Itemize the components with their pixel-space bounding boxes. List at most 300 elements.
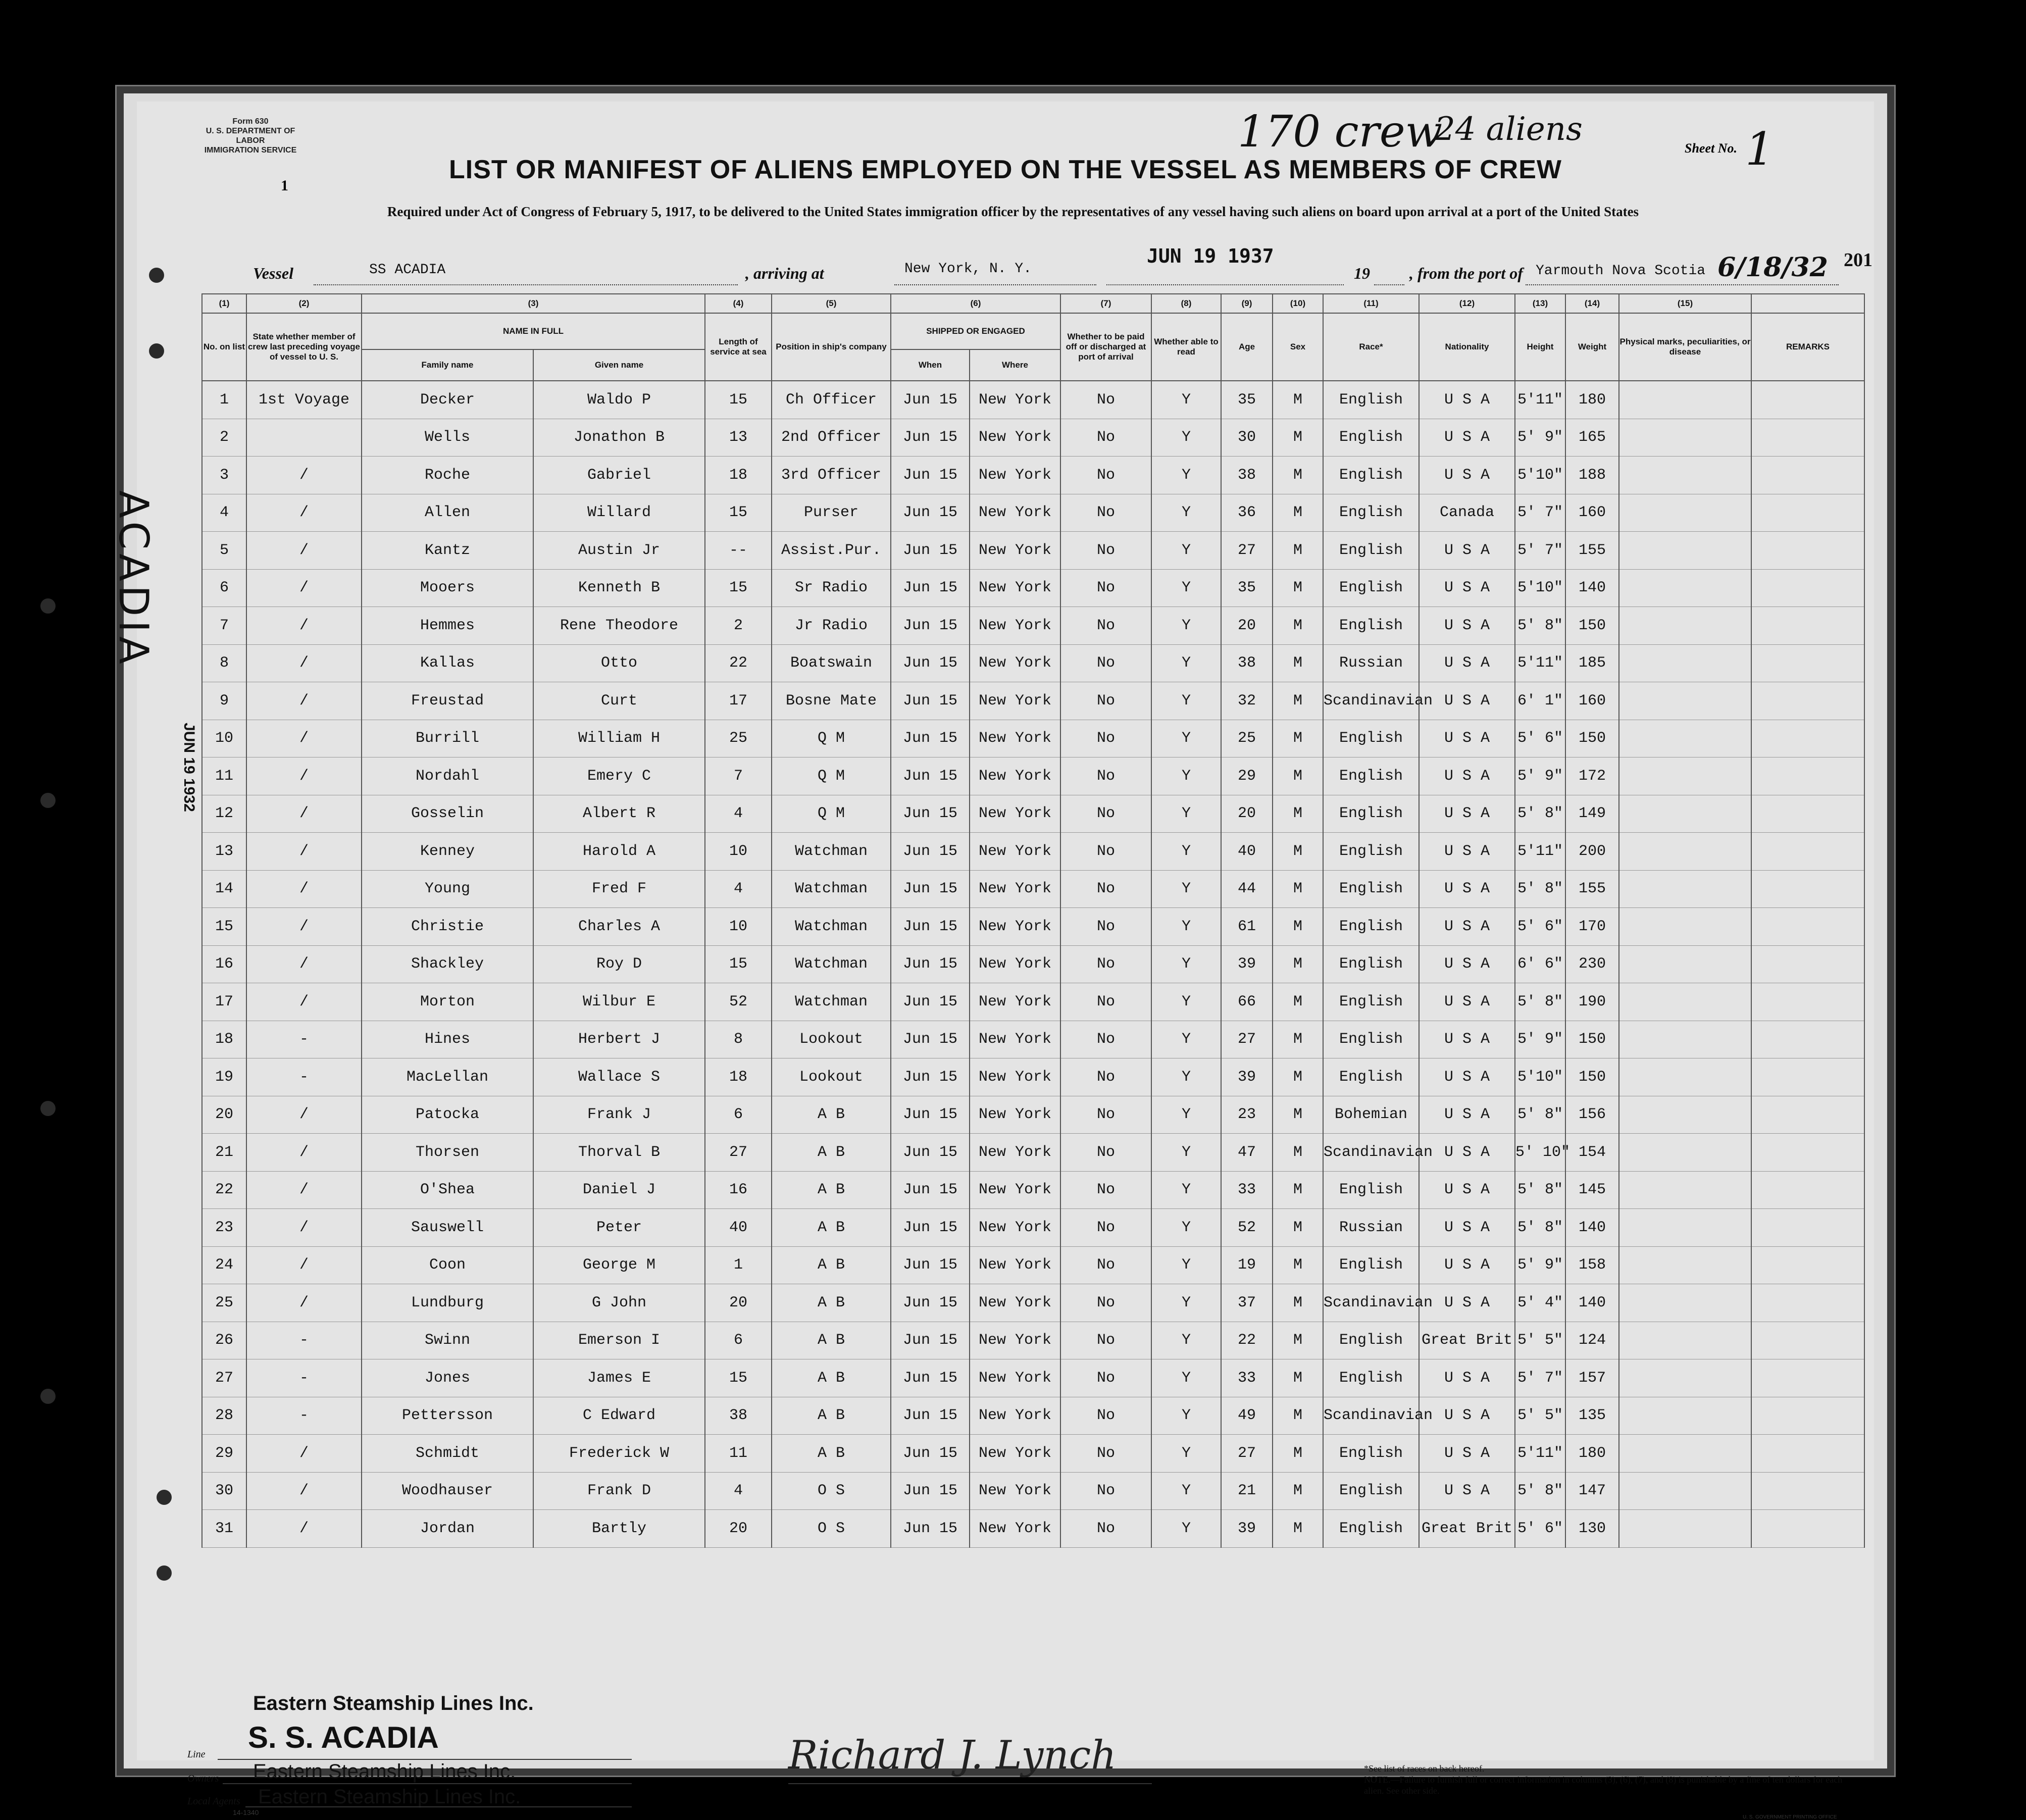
from-port-underline bbox=[1526, 283, 1839, 285]
physical-marks-cell bbox=[1619, 457, 1751, 494]
race-cell: English bbox=[1323, 1359, 1419, 1397]
weight-cell: 154 bbox=[1565, 1134, 1619, 1172]
position-cell: Watchman bbox=[772, 870, 891, 908]
position-cell: A B bbox=[772, 1397, 891, 1435]
length-of-service-cell: 20 bbox=[705, 1284, 772, 1322]
length-of-service-cell: 20 bbox=[705, 1510, 772, 1548]
position-cell: Ch Officer bbox=[772, 381, 891, 419]
crew-state-cell: / bbox=[246, 1510, 362, 1548]
paid-off-cell: No bbox=[1060, 1058, 1151, 1096]
family-name-cell: Coon bbox=[362, 1246, 533, 1284]
shipped-where-cell: New York bbox=[970, 1058, 1060, 1096]
age-cell: 27 bbox=[1221, 1435, 1273, 1473]
shipped-where-cell: New York bbox=[970, 644, 1060, 682]
position-cell: Jr Radio bbox=[772, 607, 891, 645]
sex-cell: M bbox=[1273, 1472, 1323, 1510]
crew-state-cell: / bbox=[246, 1246, 362, 1284]
paid-off-cell: No bbox=[1060, 1134, 1151, 1172]
length-of-service-cell: 4 bbox=[705, 1472, 772, 1510]
given-name-cell: Peter bbox=[533, 1209, 705, 1247]
height-cell: 5'11" bbox=[1515, 833, 1565, 871]
binder-hole-1 bbox=[149, 268, 164, 283]
length-of-service-cell: 13 bbox=[705, 419, 772, 457]
length-of-service-cell: -- bbox=[705, 532, 772, 570]
given-name-cell: Roy D bbox=[533, 945, 705, 983]
col-num-10: (10) bbox=[1273, 294, 1323, 313]
crew-state-cell: / bbox=[246, 1209, 362, 1247]
sex-cell: M bbox=[1273, 1322, 1323, 1359]
position-cell: Boatswain bbox=[772, 644, 891, 682]
weight-cell: 165 bbox=[1565, 419, 1619, 457]
race-cell: English bbox=[1323, 1246, 1419, 1284]
header-paid: Whether to be paid off or discharged at port of arrival bbox=[1060, 313, 1151, 381]
shipped-where-cell: New York bbox=[970, 757, 1060, 795]
race-cell: English bbox=[1323, 1021, 1419, 1058]
able-to-read-cell: Y bbox=[1151, 1021, 1221, 1058]
remarks-cell bbox=[1751, 870, 1864, 908]
family-name-cell: Kantz bbox=[362, 532, 533, 570]
paid-off-cell: No bbox=[1060, 532, 1151, 570]
weight-cell: 145 bbox=[1565, 1171, 1619, 1209]
table-row bbox=[202, 569, 1864, 607]
col-num-6: (6) bbox=[891, 294, 1060, 313]
sex-cell: M bbox=[1273, 795, 1323, 833]
family-name-cell: Hemmes bbox=[362, 607, 533, 645]
nationality-cell: U S A bbox=[1419, 983, 1515, 1021]
age-cell: 33 bbox=[1221, 1171, 1273, 1209]
family-name-cell: Nordahl bbox=[362, 757, 533, 795]
shipped-where-cell: New York bbox=[970, 833, 1060, 871]
length-of-service-cell: 17 bbox=[705, 682, 772, 720]
nationality-cell: U S A bbox=[1419, 419, 1515, 457]
able-to-read-cell: Y bbox=[1151, 1134, 1221, 1172]
age-cell: 39 bbox=[1221, 1510, 1273, 1548]
length-of-service-cell: 8 bbox=[705, 1021, 772, 1058]
sheet-number-label: Sheet No. bbox=[1685, 141, 1737, 156]
position-cell: Bosne Mate bbox=[772, 682, 891, 720]
able-to-read-cell: Y bbox=[1151, 1510, 1221, 1548]
table-row bbox=[202, 1397, 1864, 1435]
table-row bbox=[202, 419, 1864, 457]
header-nationality: Nationality bbox=[1419, 313, 1515, 381]
family-name-cell: Sauswell bbox=[362, 1209, 533, 1247]
height-cell: 5' 5" bbox=[1515, 1397, 1565, 1435]
sex-cell: M bbox=[1273, 607, 1323, 645]
remarks-cell bbox=[1751, 1284, 1864, 1322]
weight-cell: 172 bbox=[1565, 757, 1619, 795]
crew-state-cell: / bbox=[246, 720, 362, 757]
shipped-where-cell: New York bbox=[970, 795, 1060, 833]
nationality-cell: U S A bbox=[1419, 1359, 1515, 1397]
binder-hole-5 bbox=[40, 1101, 56, 1116]
weight-cell: 158 bbox=[1565, 1246, 1619, 1284]
paid-off-cell: No bbox=[1060, 870, 1151, 908]
col-num-12: (12) bbox=[1419, 294, 1515, 313]
sex-cell: M bbox=[1273, 532, 1323, 570]
nationality-cell: U S A bbox=[1419, 1058, 1515, 1096]
age-cell: 19 bbox=[1221, 1246, 1273, 1284]
paid-off-cell: No bbox=[1060, 1021, 1151, 1058]
shipped-when-cell: Jun 15 bbox=[891, 1096, 970, 1134]
header-name-in-full: NAME IN FULL bbox=[362, 313, 705, 349]
race-cell: English bbox=[1323, 607, 1419, 645]
remarks-cell bbox=[1751, 1058, 1864, 1096]
manifest-sheet bbox=[110, 85, 1896, 1820]
age-cell: 39 bbox=[1221, 1058, 1273, 1096]
row-number-cell: 20 bbox=[202, 1096, 246, 1134]
weight-cell: 150 bbox=[1565, 607, 1619, 645]
nationality-cell: Canada bbox=[1419, 494, 1515, 532]
header-sex: Sex bbox=[1273, 313, 1323, 381]
paid-off-cell: No bbox=[1060, 1284, 1151, 1322]
crew-state-cell: / bbox=[246, 795, 362, 833]
length-of-service-cell: 27 bbox=[705, 1134, 772, 1172]
binder-hole-2 bbox=[149, 343, 164, 359]
sex-cell: M bbox=[1273, 1397, 1323, 1435]
shipped-where-cell: New York bbox=[970, 381, 1060, 419]
col-num-14: (14) bbox=[1565, 294, 1619, 313]
given-name-cell: Otto bbox=[533, 644, 705, 682]
length-of-service-cell: 2 bbox=[705, 607, 772, 645]
race-cell: English bbox=[1323, 569, 1419, 607]
able-to-read-cell: Y bbox=[1151, 1096, 1221, 1134]
physical-marks-cell bbox=[1619, 1021, 1751, 1058]
position-cell: A B bbox=[772, 1284, 891, 1322]
table-row bbox=[202, 870, 1864, 908]
physical-marks-cell bbox=[1619, 494, 1751, 532]
crew-state-cell: - bbox=[246, 1359, 362, 1397]
given-name-cell: Emerson I bbox=[533, 1322, 705, 1359]
binder-hole-7 bbox=[157, 1490, 172, 1505]
crew-state-cell: / bbox=[246, 532, 362, 570]
document-title: LIST OR MANIFEST OF ALIENS EMPLOYED ON THE VESSEL AS MEMBERS OF CREW bbox=[449, 155, 1562, 184]
shipped-where-cell: New York bbox=[970, 457, 1060, 494]
family-name-cell: Woodhauser bbox=[362, 1472, 533, 1510]
shipped-when-cell: Jun 15 bbox=[891, 795, 970, 833]
race-cell: English bbox=[1323, 720, 1419, 757]
age-cell: 21 bbox=[1221, 1472, 1273, 1510]
table-row bbox=[202, 1435, 1864, 1473]
weight-cell: 130 bbox=[1565, 1510, 1619, 1548]
remarks-cell bbox=[1751, 720, 1864, 757]
race-cell: English bbox=[1323, 983, 1419, 1021]
shipped-where-cell: New York bbox=[970, 1510, 1060, 1548]
physical-marks-cell bbox=[1619, 532, 1751, 570]
col-num-9: (9) bbox=[1221, 294, 1273, 313]
position-cell: 2nd Officer bbox=[772, 419, 891, 457]
physical-marks-cell bbox=[1619, 1284, 1751, 1322]
nationality-cell: U S A bbox=[1419, 1472, 1515, 1510]
table-row bbox=[202, 1322, 1864, 1359]
vessel-label: Vessel bbox=[253, 264, 293, 282]
vessel-underline bbox=[314, 283, 738, 285]
col-num-7: (7) bbox=[1060, 294, 1151, 313]
paid-off-cell: No bbox=[1060, 419, 1151, 457]
remarks-cell bbox=[1751, 1096, 1864, 1134]
position-cell: A B bbox=[772, 1134, 891, 1172]
race-cell: English bbox=[1323, 1472, 1419, 1510]
nationality-cell: U S A bbox=[1419, 457, 1515, 494]
given-name-cell: Wallace S bbox=[533, 1058, 705, 1096]
weight-cell: 124 bbox=[1565, 1322, 1619, 1359]
physical-marks-cell bbox=[1619, 983, 1751, 1021]
position-cell: A B bbox=[772, 1171, 891, 1209]
physical-marks-cell bbox=[1619, 1322, 1751, 1359]
height-cell: 5' 10" bbox=[1515, 1134, 1565, 1172]
crew-table bbox=[201, 293, 1865, 1548]
weight-cell: 200 bbox=[1565, 833, 1619, 871]
weight-cell: 150 bbox=[1565, 1058, 1619, 1096]
age-cell: 47 bbox=[1221, 1134, 1273, 1172]
position-cell: 3rd Officer bbox=[772, 457, 891, 494]
sex-cell: M bbox=[1273, 1246, 1323, 1284]
position-cell: A B bbox=[772, 1435, 891, 1473]
crew-state-cell: / bbox=[246, 1171, 362, 1209]
family-name-cell: Kallas bbox=[362, 644, 533, 682]
length-of-service-cell: 22 bbox=[705, 644, 772, 682]
family-name-cell: Burrill bbox=[362, 720, 533, 757]
position-cell: A B bbox=[772, 1246, 891, 1284]
given-name-cell: William H bbox=[533, 720, 705, 757]
sex-cell: M bbox=[1273, 569, 1323, 607]
table-row bbox=[202, 457, 1864, 494]
able-to-read-cell: Y bbox=[1151, 607, 1221, 645]
able-to-read-cell: Y bbox=[1151, 381, 1221, 419]
length-of-service-cell: 15 bbox=[705, 381, 772, 419]
family-name-cell: Schmidt bbox=[362, 1435, 533, 1473]
position-cell: Lookout bbox=[772, 1058, 891, 1096]
family-name-cell: MacLellan bbox=[362, 1058, 533, 1096]
table-row bbox=[202, 494, 1864, 532]
age-cell: 20 bbox=[1221, 795, 1273, 833]
sex-cell: M bbox=[1273, 1058, 1323, 1096]
age-cell: 39 bbox=[1221, 945, 1273, 983]
remarks-cell bbox=[1751, 419, 1864, 457]
length-of-service-cell: 4 bbox=[705, 870, 772, 908]
form-number: Form 630 bbox=[232, 117, 269, 126]
nationality-cell: U S A bbox=[1419, 1246, 1515, 1284]
remarks-cell bbox=[1751, 1134, 1864, 1172]
length-of-service-cell: 1 bbox=[705, 1246, 772, 1284]
remarks-cell bbox=[1751, 1510, 1864, 1548]
sex-cell: M bbox=[1273, 1359, 1323, 1397]
row-number-cell: 9 bbox=[202, 682, 246, 720]
given-name-cell: Albert R bbox=[533, 795, 705, 833]
height-cell: 5'10" bbox=[1515, 569, 1565, 607]
weight-cell: 140 bbox=[1565, 1209, 1619, 1247]
remarks-cell bbox=[1751, 1209, 1864, 1247]
crew-state-cell: / bbox=[246, 682, 362, 720]
age-cell: 23 bbox=[1221, 1096, 1273, 1134]
sex-cell: M bbox=[1273, 945, 1323, 983]
nationality-cell: U S A bbox=[1419, 795, 1515, 833]
length-of-service-cell: 38 bbox=[705, 1397, 772, 1435]
able-to-read-cell: Y bbox=[1151, 1322, 1221, 1359]
col-num-11: (11) bbox=[1323, 294, 1419, 313]
position-cell: Q M bbox=[772, 757, 891, 795]
position-cell: Watchman bbox=[772, 983, 891, 1021]
given-name-cell: Gabriel bbox=[533, 457, 705, 494]
races-note: *See list of races on back hereof. bbox=[1364, 1763, 1485, 1774]
row-number-cell: 25 bbox=[202, 1284, 246, 1322]
height-cell: 5' 8" bbox=[1515, 1096, 1565, 1134]
shipped-where-cell: New York bbox=[970, 1472, 1060, 1510]
table-row bbox=[202, 532, 1864, 570]
side-date-stamp: JUN 19 1932 bbox=[181, 723, 197, 812]
sex-cell: M bbox=[1273, 1134, 1323, 1172]
shipped-where-cell: New York bbox=[970, 870, 1060, 908]
race-cell: English bbox=[1323, 833, 1419, 871]
shipped-when-cell: Jun 15 bbox=[891, 381, 970, 419]
footer-line-rule bbox=[218, 1759, 632, 1760]
remarks-cell bbox=[1751, 494, 1864, 532]
crew-state-cell: - bbox=[246, 1397, 362, 1435]
table-row bbox=[202, 381, 1864, 419]
race-cell: Scandinavian bbox=[1323, 1397, 1419, 1435]
family-name-cell: Jordan bbox=[362, 1510, 533, 1548]
paid-off-cell: No bbox=[1060, 1171, 1151, 1209]
able-to-read-cell: Y bbox=[1151, 1472, 1221, 1510]
able-to-read-cell: Y bbox=[1151, 1209, 1221, 1247]
age-cell: 61 bbox=[1221, 908, 1273, 946]
table-row bbox=[202, 1472, 1864, 1510]
remarks-cell bbox=[1751, 1171, 1864, 1209]
physical-marks-cell bbox=[1619, 569, 1751, 607]
given-name-cell: Daniel J bbox=[533, 1171, 705, 1209]
table-row bbox=[202, 908, 1864, 946]
paid-off-cell: No bbox=[1060, 644, 1151, 682]
sex-cell: M bbox=[1273, 1510, 1323, 1548]
race-cell: Russian bbox=[1323, 644, 1419, 682]
table-row bbox=[202, 757, 1864, 795]
table-row bbox=[202, 833, 1864, 871]
shipped-where-cell: New York bbox=[970, 1359, 1060, 1397]
header-no-on-list: No. on list bbox=[202, 313, 246, 381]
position-cell: Sr Radio bbox=[772, 569, 891, 607]
length-of-service-cell: 11 bbox=[705, 1435, 772, 1473]
able-to-read-cell: Y bbox=[1151, 1435, 1221, 1473]
age-cell: 35 bbox=[1221, 381, 1273, 419]
shipped-when-cell: Jun 15 bbox=[891, 1134, 970, 1172]
race-cell: Bohemian bbox=[1323, 1096, 1419, 1134]
col-num-8: (8) bbox=[1151, 294, 1221, 313]
age-cell: 33 bbox=[1221, 1359, 1273, 1397]
row-number-cell: 17 bbox=[202, 983, 246, 1021]
able-to-read-cell: Y bbox=[1151, 795, 1221, 833]
sex-cell: M bbox=[1273, 457, 1323, 494]
row-number-cell: 7 bbox=[202, 607, 246, 645]
paid-off-cell: No bbox=[1060, 1435, 1151, 1473]
paid-off-cell: No bbox=[1060, 381, 1151, 419]
crew-state-cell: / bbox=[246, 908, 362, 946]
col-num-15: (15) bbox=[1619, 294, 1751, 313]
sex-cell: M bbox=[1273, 682, 1323, 720]
height-cell: 5' 8" bbox=[1515, 870, 1565, 908]
col-num-2: (2) bbox=[246, 294, 362, 313]
remarks-cell bbox=[1751, 1021, 1864, 1058]
table-row bbox=[202, 983, 1864, 1021]
age-cell: 37 bbox=[1221, 1284, 1273, 1322]
crew-state-cell: 1st Voyage bbox=[246, 381, 362, 419]
position-cell: Assist.Pur. bbox=[772, 532, 891, 570]
nationality-cell: U S A bbox=[1419, 908, 1515, 946]
remarks-cell bbox=[1751, 644, 1864, 682]
arrival-date-stamp: JUN 19 1937 bbox=[1147, 245, 1274, 267]
remarks-cell bbox=[1751, 945, 1864, 983]
table-row bbox=[202, 1510, 1864, 1548]
sex-cell: M bbox=[1273, 1284, 1323, 1322]
height-cell: 5' 6" bbox=[1515, 908, 1565, 946]
family-name-cell: Thorsen bbox=[362, 1134, 533, 1172]
row-number-cell: 2 bbox=[202, 419, 246, 457]
position-cell: A B bbox=[772, 1096, 891, 1134]
height-cell: 6' 6" bbox=[1515, 945, 1565, 983]
physical-marks-cell bbox=[1619, 1209, 1751, 1247]
age-cell: 40 bbox=[1221, 833, 1273, 871]
shipped-when-cell: Jun 15 bbox=[891, 1246, 970, 1284]
remarks-cell bbox=[1751, 1472, 1864, 1510]
height-cell: 5' 8" bbox=[1515, 1209, 1565, 1247]
header-where: Where bbox=[970, 349, 1060, 381]
able-to-read-cell: Y bbox=[1151, 419, 1221, 457]
position-cell: A B bbox=[772, 1322, 891, 1359]
nationality-cell: Great Brit bbox=[1419, 1510, 1515, 1548]
row-number-cell: 24 bbox=[202, 1246, 246, 1284]
shipped-where-cell: New York bbox=[970, 908, 1060, 946]
remarks-cell bbox=[1751, 1435, 1864, 1473]
header-family-name: Family name bbox=[362, 349, 533, 381]
inspector-label: Immigrant Inspector. bbox=[1016, 1783, 1100, 1794]
nationality-cell: U S A bbox=[1419, 1021, 1515, 1058]
row-number-cell: 14 bbox=[202, 870, 246, 908]
crew-state-cell: - bbox=[246, 1021, 362, 1058]
shipped-where-cell: New York bbox=[970, 1021, 1060, 1058]
length-of-service-cell: 18 bbox=[705, 457, 772, 494]
given-name-cell: George M bbox=[533, 1246, 705, 1284]
height-cell: 5'11" bbox=[1515, 644, 1565, 682]
footer-ship-name: S. S. ACADIA bbox=[248, 1721, 439, 1754]
weight-cell: 170 bbox=[1565, 908, 1619, 946]
footer-line-stamp: Eastern Steamship Lines Inc. bbox=[253, 1692, 534, 1714]
race-cell: English bbox=[1323, 945, 1419, 983]
shipped-when-cell: Jun 15 bbox=[891, 945, 970, 983]
table-row bbox=[202, 1284, 1864, 1322]
service-name: IMMIGRATION SERVICE bbox=[204, 146, 297, 155]
physical-marks-cell bbox=[1619, 419, 1751, 457]
sex-cell: M bbox=[1273, 1209, 1323, 1247]
length-of-service-cell: 6 bbox=[705, 1322, 772, 1359]
length-of-service-cell: 40 bbox=[705, 1209, 772, 1247]
corner-mark: 1 bbox=[281, 177, 288, 194]
paper bbox=[110, 102, 1874, 1820]
weight-cell: 147 bbox=[1565, 1472, 1619, 1510]
race-cell: English bbox=[1323, 532, 1419, 570]
length-of-service-cell: 52 bbox=[705, 983, 772, 1021]
crew-state-cell: - bbox=[246, 1058, 362, 1096]
given-name-cell: Jonathon B bbox=[533, 419, 705, 457]
shipped-when-cell: Jun 15 bbox=[891, 1359, 970, 1397]
shipped-when-cell: Jun 15 bbox=[891, 833, 970, 871]
side-vessel-name: ACADIA bbox=[110, 490, 157, 668]
length-of-service-cell: 25 bbox=[705, 720, 772, 757]
position-cell: A B bbox=[772, 1209, 891, 1247]
height-cell: 5' 8" bbox=[1515, 795, 1565, 833]
footer-agents-rule bbox=[245, 1806, 632, 1807]
table-row bbox=[202, 1058, 1864, 1096]
height-cell: 5'11" bbox=[1515, 1435, 1565, 1473]
physical-marks-cell bbox=[1619, 945, 1751, 983]
table-row bbox=[202, 1359, 1864, 1397]
